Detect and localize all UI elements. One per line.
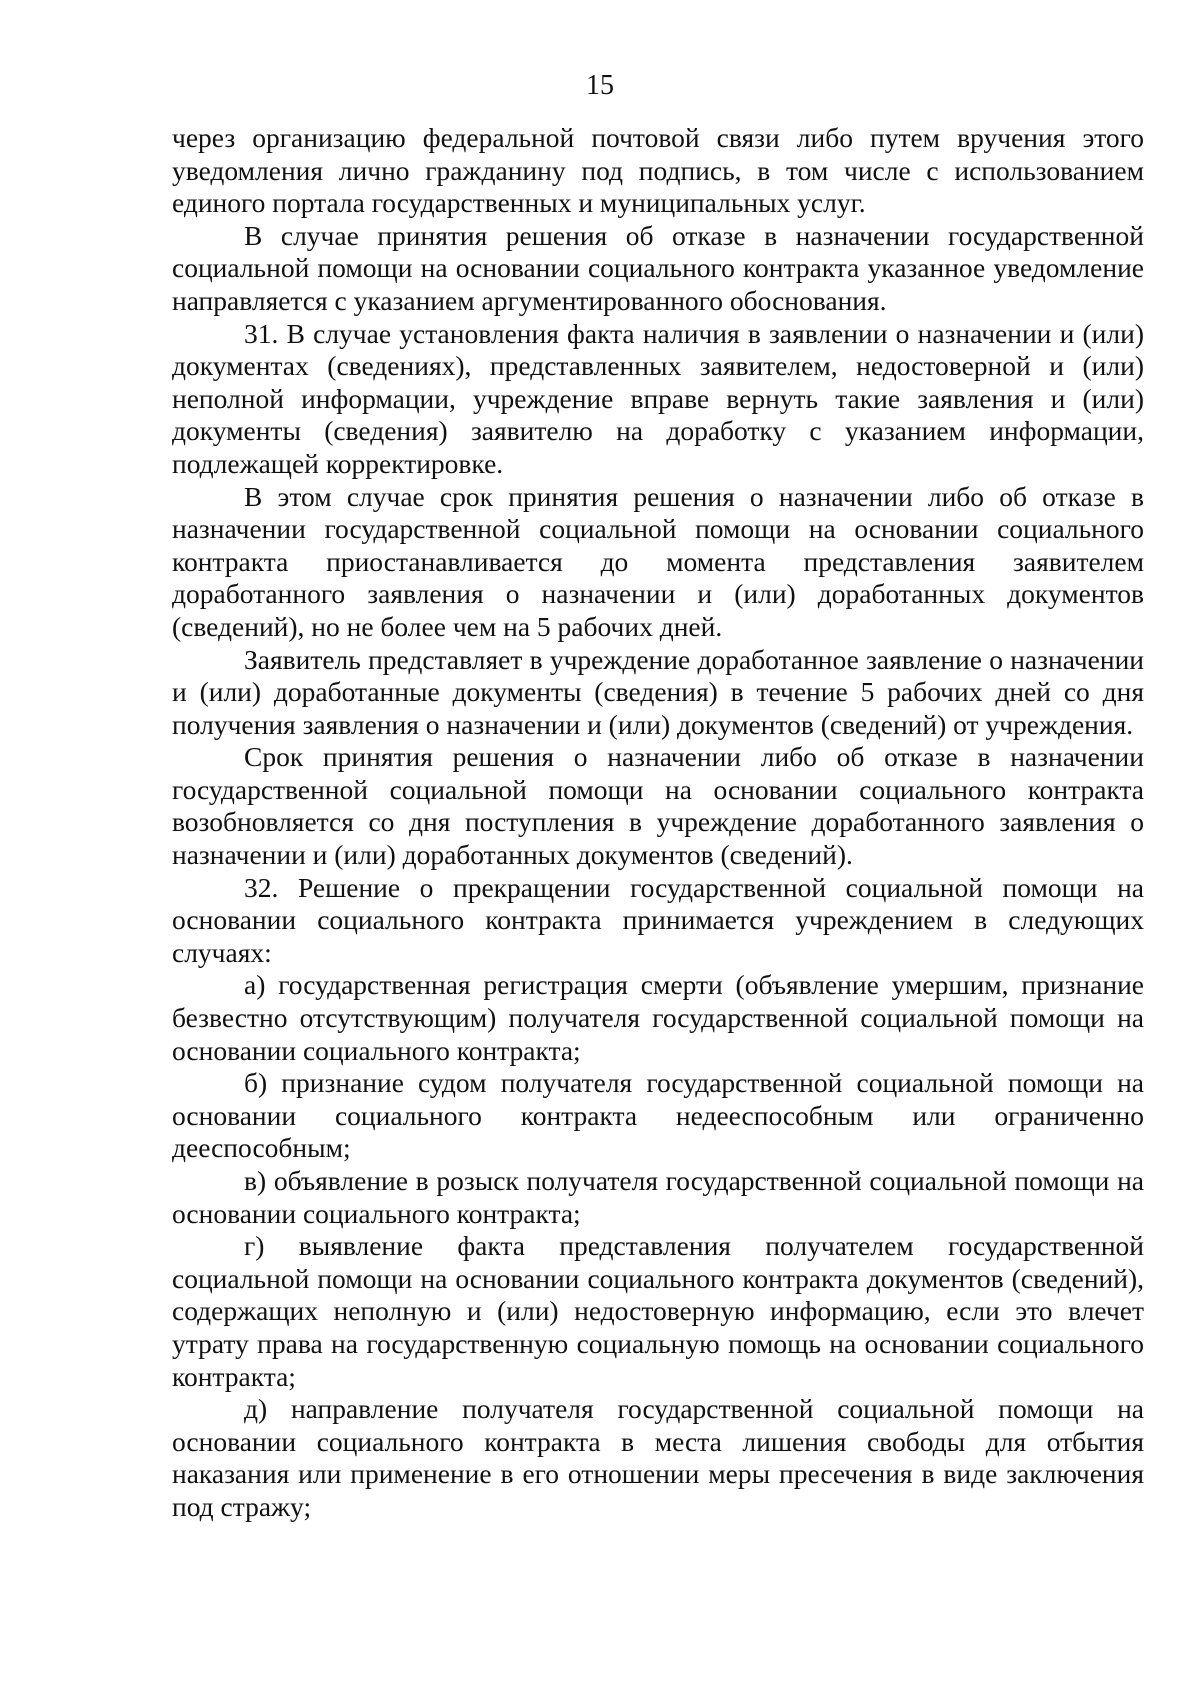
list-item-d: д) направление получателя государственной социальной помощи на основании социального контракта в места лишения свободы для отбытия наказания или применение в его отношении меры пресечения в виде заключения под стражу; (172, 1393, 1144, 1522)
list-item-v: в) объявление в розыск получателя государственной социальной помощи на основании социального контракта; (172, 1165, 1144, 1229)
page-number: 15 (586, 70, 614, 101)
list-item-g: г) выявление факта представления получателем государственной социальной помощи на основании социального контракта документов (сведений), содержащих неполную и (или) недостоверную информацию, если это влечет утрату права на государственную социальную помощь на основании социального контракта; (172, 1230, 1144, 1392)
paragraph-refusal-notice: В случае принятия решения об отказе в назначении государственной социальной помощи на основании социального контракта указанное уведомление направляется с указанием аргументированного обоснования. (172, 219, 1144, 316)
list-item-a: а) государственная регистрация смерти (объявление умершим, признание безвестно отсутствующим) получателя государственной социальной помощи на основании социального контракта; (172, 969, 1144, 1066)
paragraph-31: 31. В случае установления факта наличия в заявлении о назначении и (или) документах (сведениях), представленных заявителем, недостоверной и (или) неполной информации, учреждение вправе вернуть такие заявления и (или) документы (сведения) заявителю на доработку с указанием информации, подлежащей корректировке. (172, 317, 1144, 479)
paragraph-continuation: через организацию федеральной почтовой связи либо путем вручения этого уведомления лично гражданину под подпись, в том числе с использованием единого портала государственных и муниципальных услуг. (172, 122, 1144, 219)
paragraph-resumption: Срок принятия решения о назначении либо об отказе в назначении государственной социальной помощи на основании социального контракта возобновляется со дня поступления в учреждение доработанного заявления о назначении и (или) доработанных документов (сведений). (172, 741, 1144, 871)
document-body (172, 122, 1144, 1524)
paragraph-32: 32. Решение о прекращении государственной социальной помощи на основании социального контракта принимается учреждением в следующих случаях: (172, 871, 1144, 968)
list-item-b: б) признание судом получателя государственной социальной помощи на основании социального контракта недееспособным или ограниченно дееспособным; (172, 1067, 1144, 1164)
paragraph-applicant-submits: Заявитель представляет в учреждение доработанное заявление о назначении и (или) доработанные документы (сведения) в течение 5 рабочих дней со дня получения заявления о назначении и (или) документов (сведений) от учреждения. (172, 643, 1144, 740)
paragraph-suspension: В этом случае срок принятия решения о назначении либо об отказе в назначении государственной социальной помощи на основании социального контракта приостанавливается до момента представления заявителем доработанного заявления о назначении и (или) доработанных документов (сведений), но не более чем на 5 рабочих дней. (172, 480, 1144, 642)
